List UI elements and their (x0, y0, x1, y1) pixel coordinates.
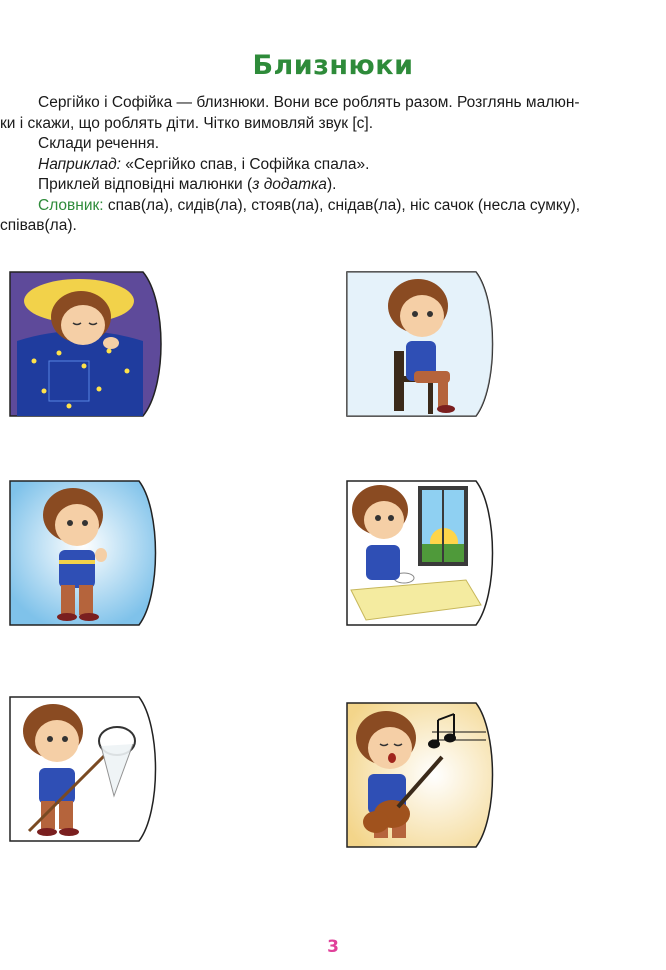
example-text: «Сергійко спав, і Софійка спала». (120, 155, 370, 173)
instruction-line (38, 175, 638, 196)
instruction-text: ). (326, 176, 337, 193)
boy-sleeping-picture (9, 271, 165, 417)
page-number: 3 (327, 937, 339, 957)
instruction-text: ки і скажи, що роблять діти. Чітко вимовляй звук [с]. (0, 114, 374, 132)
instruction-text: Сергійко і Софійка — близнюки. Вони все роблять разом. Розглянь малюн- (38, 94, 580, 111)
instruction-line (38, 155, 638, 176)
boy-standing-picture (9, 480, 159, 626)
boy-singing-picture (346, 702, 496, 848)
instruction-text: Приклей відповідні малюнки ( (38, 176, 253, 193)
boy-sitting-picture (346, 271, 496, 417)
page-title: Близнюки (252, 50, 414, 81)
boy-net-picture (9, 696, 159, 842)
instruction-text: Склади речення. (38, 135, 160, 152)
instruction-line (0, 114, 638, 135)
instruction-line (38, 134, 638, 155)
instruction-line (38, 196, 638, 217)
vocabulary-label: Словник: (38, 196, 104, 214)
appendix-text: з додатка (252, 176, 327, 193)
example-label: Наприклад: (38, 155, 121, 173)
vocabulary-text: співав(ла). (0, 217, 77, 234)
vocabulary-text: спав(ла), сидів(ла), стояв(ла), снідав(ла), ніс сачок (несла сумку), (103, 196, 581, 214)
instruction-line (0, 216, 638, 237)
boy-breakfast-picture (346, 480, 496, 626)
instructions (0, 93, 638, 237)
instruction-line (38, 93, 638, 114)
